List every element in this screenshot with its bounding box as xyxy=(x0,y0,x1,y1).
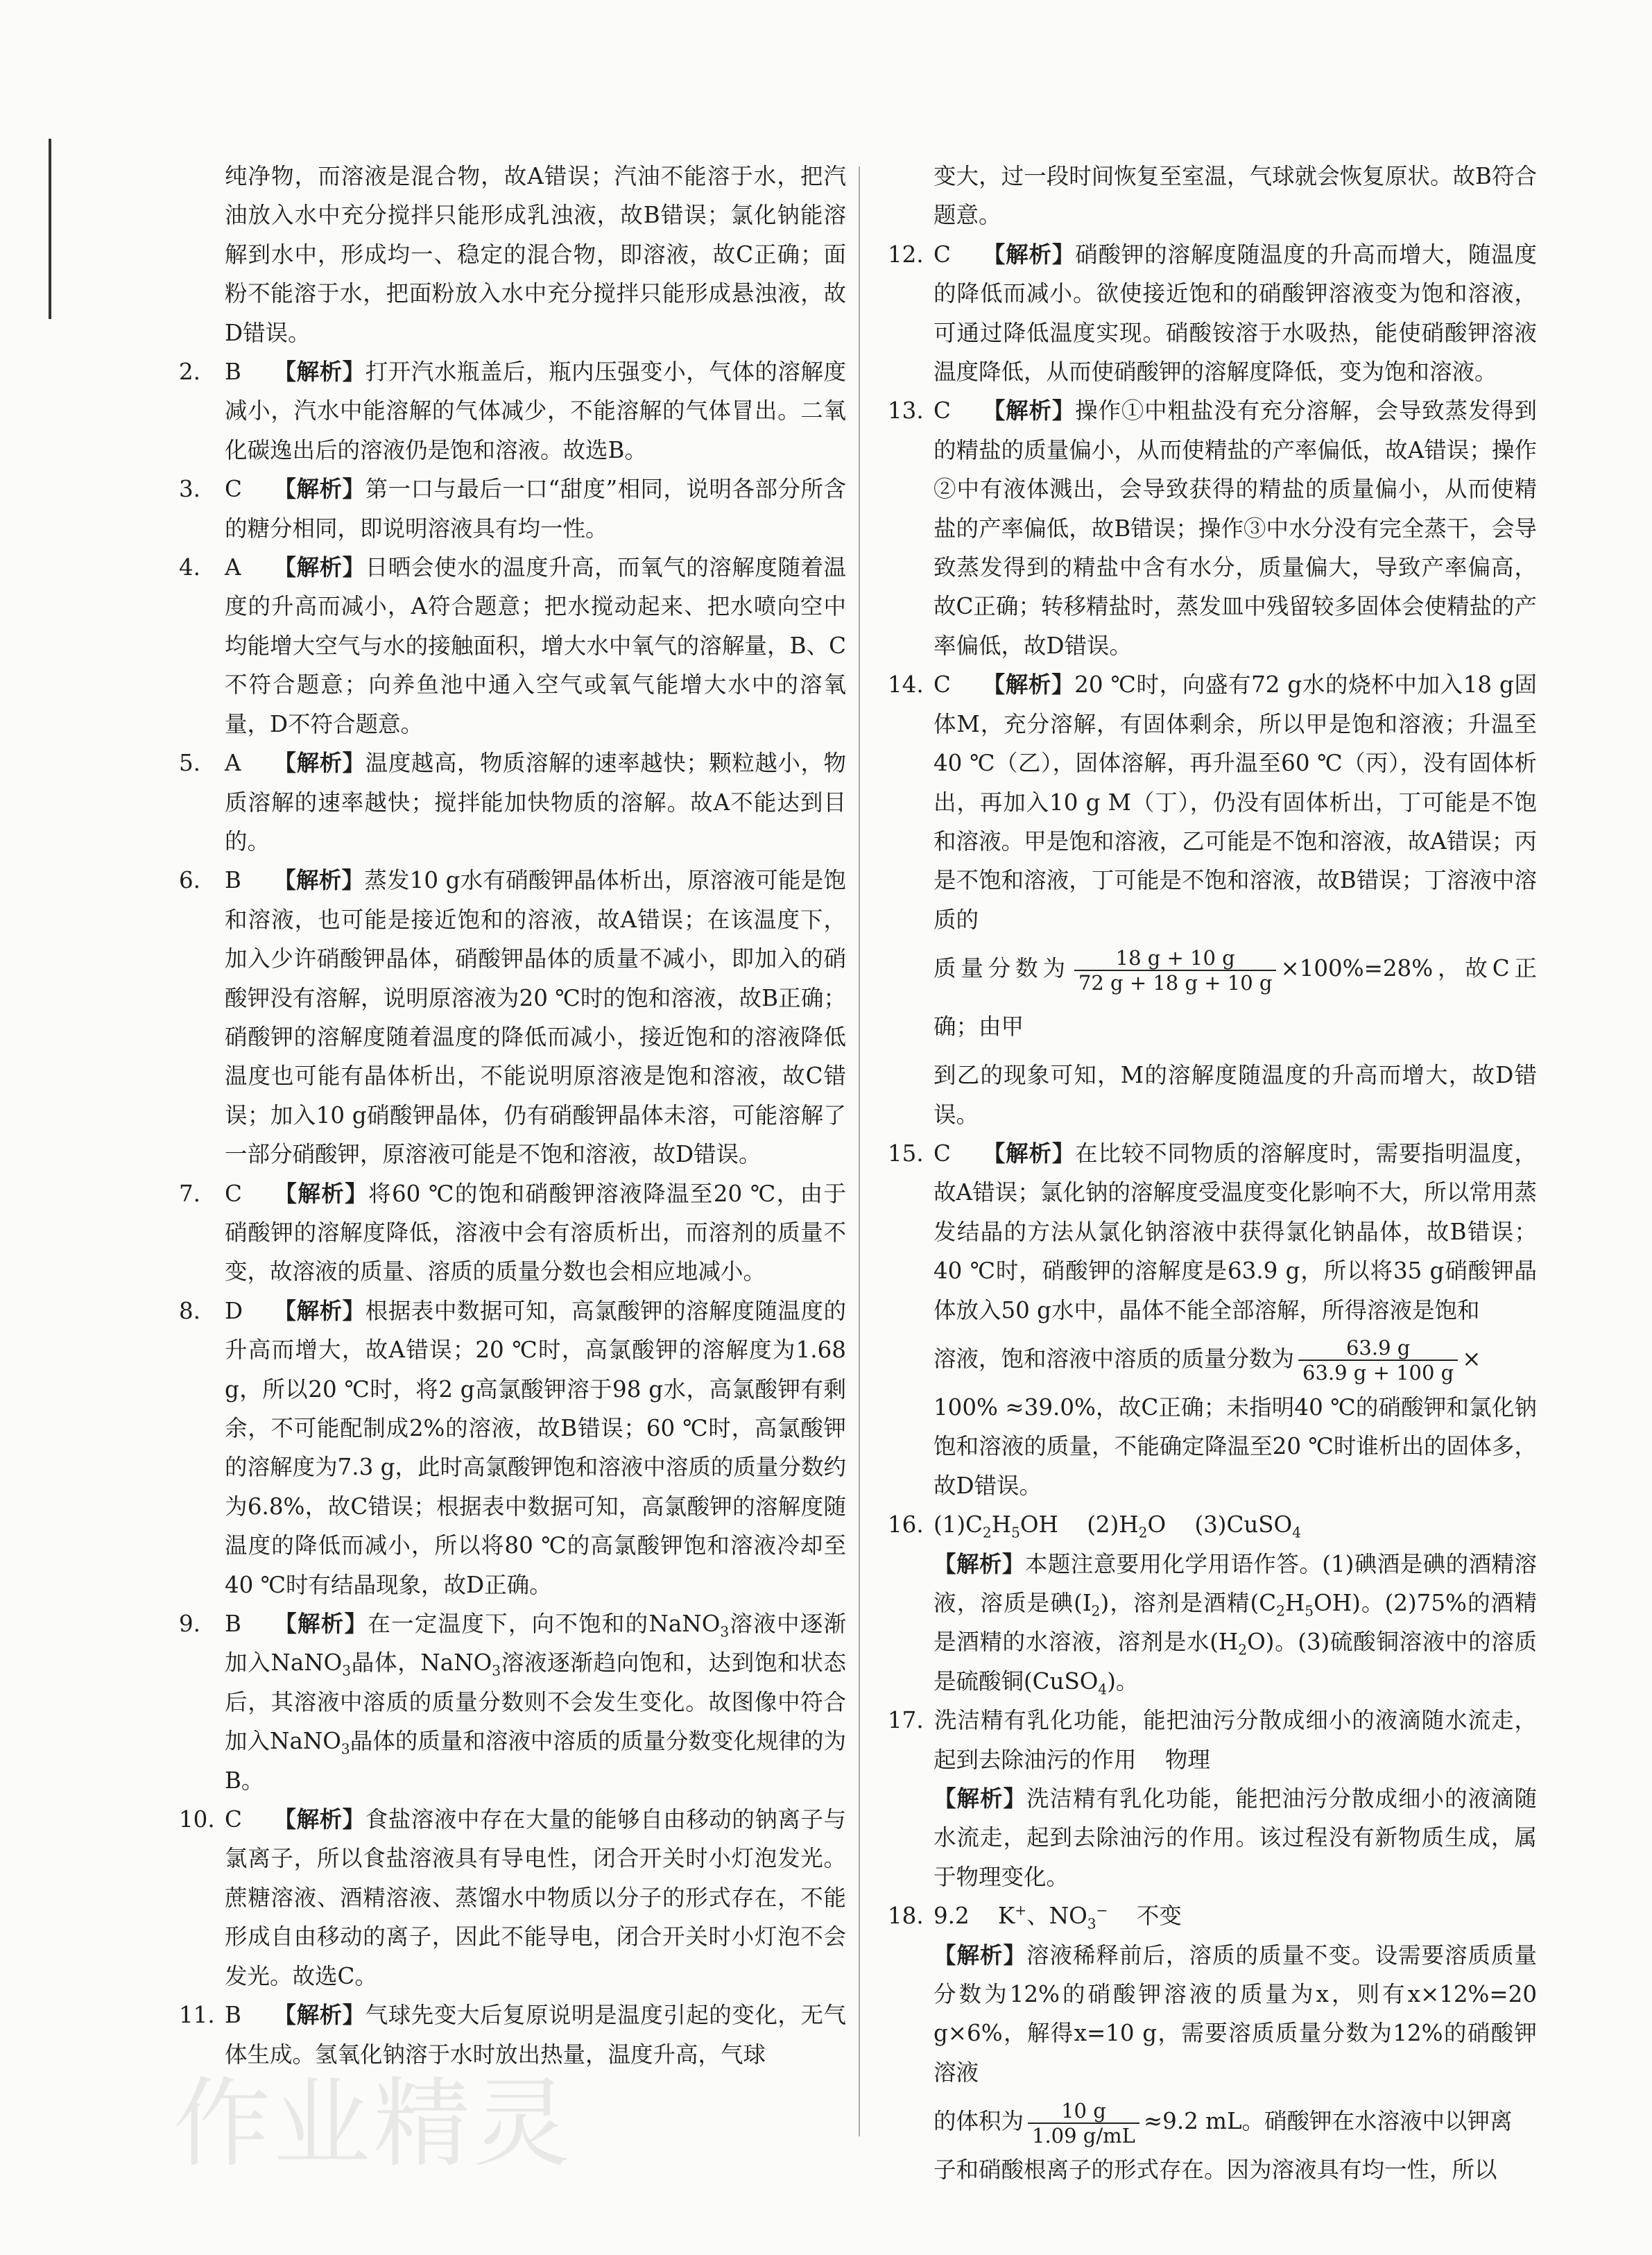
answer-choice: D xyxy=(225,1297,243,1324)
item-number: 14. xyxy=(888,671,924,698)
item-number: 15. xyxy=(888,1140,924,1167)
item-number: 16. xyxy=(888,1511,924,1538)
analysis-text: 将60 ℃的饱和硝酸钾溶液降温至20 ℃，由于硝酸钾的溶解度降低，溶液中会有溶质析出，而溶剂的质量不变，故溶液的质量、溶质的质量分数也会相应地减小。 xyxy=(225,1180,846,1285)
answer-choice: B xyxy=(225,2002,241,2029)
analysis-text: 在比较不同物质的溶解度时，需要指明温度，故A错误；氯化钠的溶解度受温度变化影响不大，所以常用蒸发结晶的方法从氯化钠溶液中获得氯化钠晶体，故B错误；40 ℃时，硝酸钾的溶解度是63.9 g，所以将35 g硝酸钾晶体放入50 g水中，晶体不能全部溶解，所得溶液是饱和 xyxy=(933,1140,1537,1323)
item-number: 4. xyxy=(179,554,201,581)
answer-item-6 xyxy=(179,861,846,1174)
left-column xyxy=(179,157,846,2074)
analysis-text: 操作①中粗盐没有充分溶解，会导致蒸发得到的精盐的质量偏小，从而使精盐的产率偏低，故A错误；操作②中有液体溅出，会导致获得的精盐的质量偏小，从而使精盐的产率偏低，故B错误；操作③中水分没有完全蒸干，会导致蒸发得到的精盐中含有水分，质量偏大，导致产率偏高，故C正确；转移精盐时，蒸发皿中残留较多固体会使精盐的产率偏低，故D错误。 xyxy=(933,397,1537,659)
answer-2: $(2)H_2O$ xyxy=(1087,1511,1167,1541)
analysis-text: 温度越高，物质溶解的速率越快；颗粒越小，物质溶解的速率越快；搅拌能加快物质的溶解。故A不能达到目的。 xyxy=(225,750,846,855)
fraction-numerator: 10 g xyxy=(1028,2099,1139,2124)
analysis-tag: 【解析】 xyxy=(273,359,365,386)
analysis-tag: 【解析】 xyxy=(933,1941,1026,1969)
q17-analysis: 【解析】洗洁精有乳化功能，能把油污分散成细小的液滴随水流走，起到去除油污的作用。该过程没有新物质生成，属于物理变化。 xyxy=(933,1785,1537,1890)
answer-choice: C xyxy=(933,397,951,425)
analysis-tag: 【解析】 xyxy=(273,867,365,894)
answer-item-7 xyxy=(179,1174,846,1292)
analysis-tag: 【解析】 xyxy=(273,1806,365,1833)
analysis-tag: 【解析】 xyxy=(273,1180,369,1207)
q14-formula-line: 质量分数为 $\frac{18 g + 10 g}{72 g + 18 g + 10 g}$ ×100%=28%，故C正确；由甲 xyxy=(933,945,1537,1040)
answer-choice: C xyxy=(225,476,242,503)
page-binding-mark xyxy=(49,139,51,319)
analysis-text: 20 ℃时，向盛有72 g水的烧杯中加入18 g固体M，充分溶解，有固体剩余，所以甲是饱和溶液；升温至40 ℃（乙），固体溶解，再升温至60 ℃（丙），没有固体析出，再加入10 g M（丁），仍没有固体析出，丁可能是不饱和溶液。甲是饱和溶液，乙可能是不饱和溶液，故A错误；丙是不饱和溶液，丁可能是不饱和溶液，故B错误；丁溶液中溶质的 xyxy=(933,671,1537,933)
item-number: 9. xyxy=(179,1611,201,1638)
answer-choice: B xyxy=(225,1611,241,1638)
answer-choice: B xyxy=(225,867,241,894)
answer-item-14 xyxy=(888,665,1537,939)
analysis-text: 打开汽水瓶盖后，瓶内压强变小，气体的溶解度减小，汽水中能溶解的气体减少，不能溶解的气体冒出。二氧化碳逸出后的溶液仍是饱和溶液。故选B。 xyxy=(225,359,846,463)
item-number: 2. xyxy=(179,359,201,386)
answer-item-8 xyxy=(179,1292,846,1604)
answer-item-18 xyxy=(888,1896,1537,1935)
item-number: 5. xyxy=(179,750,201,777)
answer-item-13 xyxy=(888,391,1537,665)
right-column xyxy=(888,157,1537,2190)
item-number: 11. xyxy=(179,2002,215,2029)
watermark-logo: 作业精灵 xyxy=(173,2068,574,2181)
analysis-tag: 【解析】 xyxy=(273,1611,368,1638)
answer-1: $(1)C_2H_5OH$ xyxy=(933,1511,1058,1541)
q15-formula-line: 溶液，饱和溶液中溶质的质量分数为 $\frac{63.9 g}{63.9 g + 100 g}$ × xyxy=(933,1336,1481,1385)
q15-continuation: 100% ≈39.0%，故C正确；未指明40 ℃的硝酸钾和氯化钠饱和溶液的质量，不能确定降温至20 ℃时谁析出的固体多，故D错误。 xyxy=(933,1394,1537,1499)
volume-fraction xyxy=(1028,2099,1139,2147)
fraction-denominator: 63.9 g + 100 g xyxy=(1302,1361,1454,1385)
q18-continuation: 子和硝酸根离子的形式存在。因为溶液具有均一性，所以 xyxy=(933,2157,1497,2184)
answer-choice: C xyxy=(225,1180,242,1207)
answer-choice: A xyxy=(225,554,241,581)
mass-fraction xyxy=(1074,946,1277,995)
answer-2: K+、$NO_3^-$ xyxy=(998,1902,1108,1932)
analysis-tag: 【解析】 xyxy=(273,554,365,581)
analysis-text: 根据表中数据可知，高氯酸钾的溶解度随温度的升高而增大，故A错误；20 ℃时，高氯酸钾的溶解度为1.68 g，所以20 ℃时，将2 g高氯酸钾溶于98 g水，高氯酸钾有剩余，不可能配制成2%的溶液，故B错误；60 ℃时，高氯酸钾的溶解度为7.3 g，此时高氯酸钾饱和溶液中溶质的质量分数约为6.8%，故C错误；根据表中数据可知，高氯酸钾的溶解度随温度的降低而减小，所以将80 ℃的高氯酸钾饱和溶液冷却至40 ℃时有结晶现象，故D正确。 xyxy=(225,1297,846,1598)
fraction-denominator: 1.09 g/mL xyxy=(1032,2123,1135,2147)
analysis-tag: 【解析】 xyxy=(273,1297,365,1324)
column-divider xyxy=(859,166,860,2136)
analysis-text: 在一定温度下，向不饱和的NaNO$_3$溶液中逐渐加入NaNO$_3$晶体，NaNO$_3$溶液逐渐趋向饱和，达到饱和状态后，其溶液中溶质的质量分数则不会发生变化。故图像中符合加入NaNO$_3$晶体的质量和溶液中溶质的质量分数变化规律的为B。 xyxy=(225,1611,846,1794)
q14-continuation: 到乙的现象可知，M的溶解度随温度的升高而增大，故D错误。 xyxy=(933,1062,1537,1128)
analysis-tag: 【解析】 xyxy=(982,671,1075,698)
analysis-tag: 【解析】 xyxy=(273,476,365,503)
answer-1: 洗洁精有乳化功能，能把油污分散成细小的液滴随水流走，起到去除油污的作用 xyxy=(933,1707,1537,1773)
analysis-tag: 【解析】 xyxy=(982,1140,1076,1167)
answer-item-12 xyxy=(888,235,1537,392)
item-number: 17. xyxy=(888,1707,924,1734)
answer-item-10 xyxy=(179,1800,846,1996)
answer-item-17 xyxy=(888,1701,1537,1779)
analysis-tag: 【解析】 xyxy=(273,2002,365,2029)
analysis-text: 日晒会使水的温度升高，而氧气的溶解度随着温度的升高而减小，A符合题意；把水搅动起来、把水喷向空中均能增大空气与水的接触面积，增大水中氧气的溶解量，B、C不符合题意；向养鱼池中通入空气或氧气能增大水中的溶氧量，D不符合题意。 xyxy=(225,554,846,737)
answer-3: 不变 xyxy=(1136,1903,1182,1930)
fraction-numerator: 63.9 g xyxy=(1298,1336,1458,1361)
answer-item-5 xyxy=(179,744,846,861)
item-number: 10. xyxy=(179,1806,215,1833)
answer-item-15 xyxy=(888,1134,1537,1330)
q1-continuation: 纯净物，而溶液是混合物，故A错误；汽油不能溶于水，把汽油放入水中充分搅拌只能形成乳浊液，故B错误；氯化钠能溶解到水中，形成均一、稳定的混合物，即溶液，故C正确；面粉不能溶于水，把面粉放入水中充分搅拌只能形成悬浊液，故D错误。 xyxy=(225,163,846,346)
item-number: 8. xyxy=(179,1297,201,1324)
answer-3: (3)CuSO$_4$ xyxy=(1194,1511,1302,1541)
answer-item-3 xyxy=(179,470,846,548)
answer-item-4 xyxy=(179,548,846,744)
answer-item-9 xyxy=(179,1604,846,1800)
analysis-tag: 【解析】 xyxy=(982,241,1076,268)
answer-choice: A xyxy=(225,750,241,777)
answer-item-2 xyxy=(179,352,846,470)
answer-item-16 xyxy=(888,1505,1537,1544)
q16-analysis: 【解析】本题注意要用化学用语作答。(1)碘酒是碘的酒精溶液，溶质是碘$(I_2)$，溶剂是酒精$(C_2H_5OH)$。(2)75%的酒精是酒精的水溶液，溶剂是水$(H_2O)$。(3)硫酸铜溶液中的溶质是硫酸铜(CuSO$_4$)。 xyxy=(933,1550,1537,1698)
mass-fraction xyxy=(1298,1336,1458,1384)
analysis-tag: 【解析】 xyxy=(933,1785,1026,1812)
q11-continuation: 变大，过一段时间恢复至室温，气球就会恢复原状。故B符合题意。 xyxy=(933,163,1537,229)
analysis-text: 气球先变大后复原说明是温度引起的变化，无气体生成。氢氧化钠溶于水时放出热量，温度升高，气球 xyxy=(225,2002,846,2068)
item-number: 7. xyxy=(179,1180,201,1207)
answer-choice: C xyxy=(933,671,951,698)
item-number: 3. xyxy=(179,476,201,503)
answer-choice: B xyxy=(225,359,241,386)
answer-choice: C xyxy=(225,1806,242,1833)
analysis-tag: 【解析】 xyxy=(273,750,365,777)
analysis-text: 蒸发10 g水有硝酸钾晶体析出，原溶液可能是饱和溶液，也可能是接近饱和的溶液，故A错误；在该温度下，加入少许硝酸钾晶体，硝酸钾晶体的质量不减小，即加入的硝酸钾没有溶解，说明原溶液为20 ℃时的饱和溶液，故B正确；硝酸钾的溶解度随着温度的降低而减小，接近饱和的溶液降低温度也可能有晶体析出，不能说明原溶液是饱和溶液，故C错误；加入10 g硝酸钾晶体，仍有硝酸钾晶体未溶，可能溶解了一部分硝酸钾，原溶液可能是不饱和溶液，故D错误。 xyxy=(225,867,846,1168)
analysis-text: 食盐溶液中存在大量的能够自由移动的钠离子与氯离子，所以食盐溶液具有导电性，闭合开关时小灯泡发光。蔗糖溶液、酒精溶液、蒸馏水中物质以分子的形式存在，不能形成自由移动的离子，因此不能导电，闭合开关时小灯泡不会发光。故选C。 xyxy=(225,1806,846,1989)
analysis-tag: 【解析】 xyxy=(982,397,1076,425)
analysis-text: 硝酸钾的溶解度随温度的升高而增大，随温度的降低而减小。欲使接近饱和的硝酸钾溶液变为饱和溶液，可通过降低温度实现。硝酸铵溶于水吸热，能使硝酸钾溶液温度降低，从而使硝酸钾的溶解度降低，变为饱和溶液。 xyxy=(933,241,1537,386)
answer-choice: C xyxy=(933,241,951,268)
item-number: 12. xyxy=(888,241,924,268)
answer-2: 物理 xyxy=(1164,1746,1210,1773)
answer-choice: C xyxy=(933,1140,951,1167)
q18-analysis: 【解析】溶液稀释前后，溶质的质量不变。设需要溶质质量分数为12%的硝酸钾溶液的质量为x，则有x×12%=20 g×6%，解得x=10 g，需要溶质质量分数为12%的硝酸钾溶液 xyxy=(933,1941,1537,2086)
item-number: 13. xyxy=(888,397,924,425)
fraction-numerator: 18 g + 10 g xyxy=(1074,946,1277,971)
item-number: 6. xyxy=(179,867,201,894)
q18-formula-line: 的体积为 $\frac{10 g}{1.09 g/mL}$ ≈9.2 mL。硝酸钾在水溶液中以钾离 xyxy=(933,2098,1513,2147)
analysis-text: 第一口与最后一口“甜度”相同，说明各部分所含的糖分相同，即说明溶液具有均一性。 xyxy=(225,476,846,542)
analysis-tag: 【解析】 xyxy=(933,1550,1025,1577)
fraction-denominator: 72 g + 18 g + 10 g xyxy=(1078,970,1273,995)
item-number: 18. xyxy=(888,1903,924,1930)
answer-1: 9.2 xyxy=(933,1903,970,1930)
